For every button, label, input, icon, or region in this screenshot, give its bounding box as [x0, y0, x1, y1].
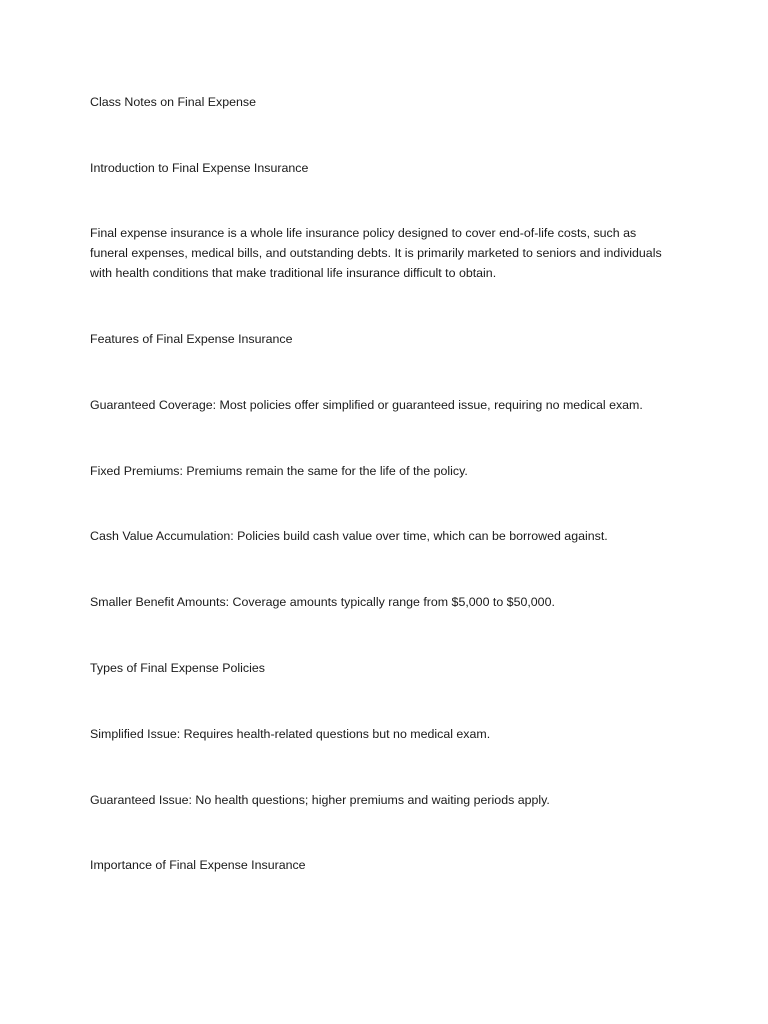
feature-fixed-premiums: Fixed Premiums: Premiums remain the same for the life of the policy.	[90, 464, 468, 478]
types-heading: Types of Final Expense Policies	[90, 661, 265, 675]
intro-paragraph-line-3: with health conditions that make traditional life insurance difficult to obtain.	[90, 266, 497, 280]
type-guaranteed-issue: Guaranteed Issue: No health questions; higher premiums and waiting periods apply.	[90, 793, 550, 807]
intro-paragraph-line-1: Final expense insurance is a whole life insurance policy designed to cover end-of-life costs, such as	[90, 226, 637, 240]
features-heading: Features of Final Expense Insurance	[90, 332, 293, 346]
feature-cash-value: Cash Value Accumulation: Policies build cash value over time, which can be borrowed against.	[90, 529, 608, 543]
feature-smaller-benefit: Smaller Benefit Amounts: Coverage amounts typically range from $5,000 to $50,000.	[90, 595, 555, 609]
document-title: Class Notes on Final Expense	[90, 95, 256, 109]
intro-paragraph-line-2: funeral expenses, medical bills, and outstanding debts. It is primarily marketed to seniors and individuals	[90, 246, 662, 260]
feature-guaranteed-coverage: Guaranteed Coverage: Most policies offer simplified or guaranteed issue, requiring no medical exam.	[90, 398, 643, 412]
type-simplified-issue: Simplified Issue: Requires health-related questions but no medical exam.	[90, 727, 491, 741]
intro-heading: Introduction to Final Expense Insurance	[90, 161, 309, 175]
importance-heading: Importance of Final Expense Insurance	[90, 858, 306, 872]
